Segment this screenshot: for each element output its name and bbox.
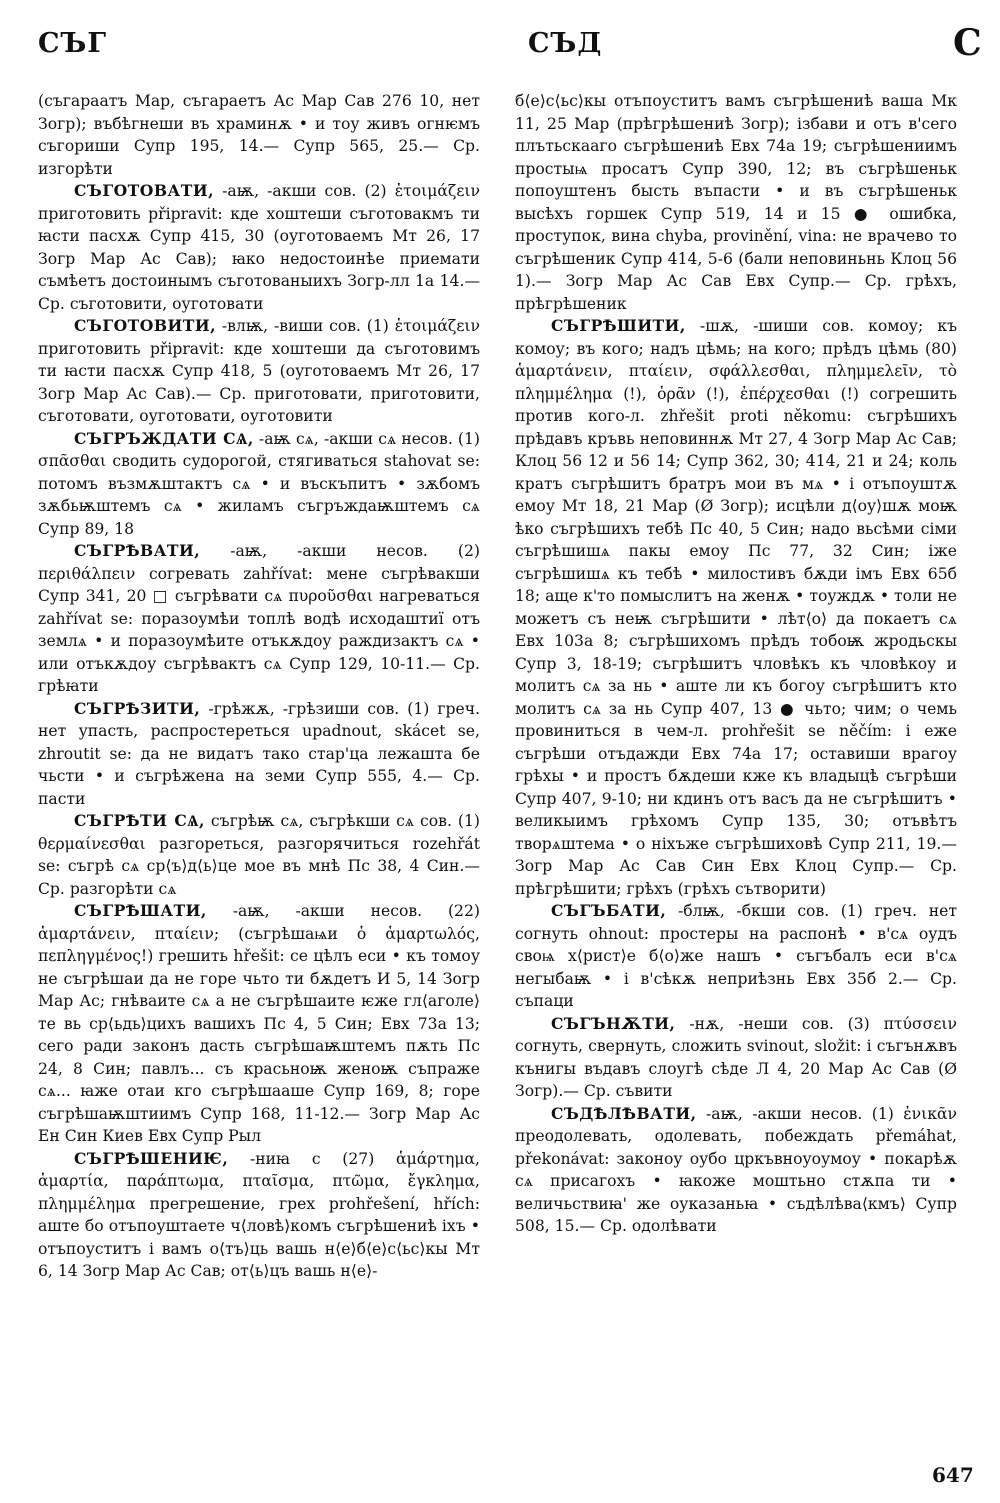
- entry-body: -аѭ, -акши сов. (2) ἑτοιμάζειν приготовить připravit: кде хоштеши съготовакмъ ти ꙗсти пасхѫ Супр 415, 30 (оуготоваемъ Мт 26, 17 Зогр Мар Ас Сав); ꙗко недостоинѣе приемати съмѣетъ достоинымъ съготованыихъ Зогр-лл 1а 14.— Ср. съготовити, оуготовати: [38, 182, 480, 313]
- dictionary-entry: [38, 180, 480, 315]
- entry-headword: СЪГРѢШЕНИѤ,: [74, 1148, 229, 1168]
- entry-headword: СЪГЪБАТИ,: [551, 901, 667, 920]
- right-column: [515, 90, 957, 1238]
- entry-body: -аѭ сѧ, -акши сѧ несов. (1) σπᾶσθαι сводить судорогой, стягиваться stahovat se: потомъ възмѫштактъ сѧ • и въскъпитъ • зѫбомъ зѫбьѭштемъ сѧ • жиламъ съгръждаѭштемъ сѧ Супр 89, 18: [38, 429, 480, 538]
- entry-body: -аѭ, -акши несов. (22) ἁμαρτάνειν, πταίειν; (съгрѣшаѩи ὁ ἁμαρτωλός, πεπληγμένος!) грешить hřešit: се цѣлъ еси • къ томоу не съгрѣшаи да не горе чьто ти бѫдетъ И 5, 14 Зогр Мар Ас; гнѣваите сѧ а не съгрѣшаите ѥже гл⟨аголе⟩те вь ср⟨ьдь⟩цихъ вашихъ Пс 4, 5 Син; Евх 73а 13; сего ради законъ дасть съгрѣшаѭштемъ пѫть Пс 24, 8 Син; павлъ... съ красьноѭ женоѭ съпраже сѧ... ꙗже отаи кго съгрѣшааше Супр 169, 8; горе съгрѣшаѭштиимъ Супр 168, 11-12.— Зогр Мар Ас Ен Син Киев Евх Супр Рыл: [38, 902, 480, 1145]
- dictionary-entry: [38, 428, 480, 541]
- entry-headword: СЪГОТОВАТИ,: [74, 181, 215, 200]
- dictionary-entry: [515, 90, 957, 315]
- entry-headword: СЪГЪНѪТИ,: [551, 1013, 676, 1033]
- entry-body: -шѫ, -шиши сов. комоу; къ комоу; въ кого; надъ цѣмь; на кого; прѣдъ цѣмь (80) ἁμαρτάνειν, πταίειν, σφάλλεσθαι, πλημμελεῖν, τὸ πλημμέλημα (!), ὁρᾶν (!), ἐπέρχεσθαι (!) согрешить против кого-л. zhřešit proti někomu: съгрѣшихъ прѣдавъ кръвь неповиннѫ Мт 27, 4 Зогр Мар Ас Сав; Клоц 56 12 и 56 14; Супр 362, 30; 414, 21 и 24; коль кратъ съгрѣшитъ братръ мои въ мѧ • і отъпоуштѫ емоу Мт 18, 21 Мар (Ø Зогр); исцѣли д⟨оу⟩шѫ моѭ ѣко съгрѣшихъ тебѣ Пс 40, 5 Син; надо вьсѣми сіми съгрѣшишѧ пакы емоу Пс 77, 32 Син; іже съгрѣшишѧ къ тебѣ • милостивъ бѫди імъ Евх 65б 18; аще к'то помыслитъ на женѫ • тоуждѫ • толи не можетъ съ неѭ съгрѣшити • лѣт⟨о⟩ да покаетъ сѧ Евх 103а 8; съгрѣшихомъ прѣдъ тобоѭ жродьскы Супр 3, 18-19; съгрѣшитъ чловѣкъ къ чловѣкоу и молитъ сѧ за нь • аште ли къ богоу съгрѣшитъ кто молитъ сѧ за нь Супр 407, 13 ● чьто; чим; о чемь провиниться в чем-л. prohřešit se něčím: і еже съгрѣши отъдажди Евх 74а 17; оставиши врагоу грѣхы • и простъ бѫдеши кже къ владыцѣ съгрѣши Супр 407, 9-10; ни кдинъ отъ васъ да не съгрѣшитъ • великыимъ грѣхомъ Супр 135, 30; отъвѣтъ творѧштема • о ніхъже съгрѣшиховѣ Супр 211, 19.— Зогр Мар Ас Сав Син Евх Клоц Супр.— Ср. прѣгрѣшити; грѣхъ (грѣхъ сътворити): [515, 317, 957, 898]
- dictionary-entry: [515, 315, 957, 900]
- dictionary-entry: [515, 1103, 957, 1238]
- entry-headword: СЪГРЪЖДАТИ СѦ,: [74, 428, 254, 448]
- entry-body: -аѭ, -акши несов. (1) ἐνικᾶν преодолевать, одолевать, побеждать přemáhat, překonávat: законоу оубо цркъвноуоумоу • покарѣѫ сѧ присагохъ • ꙗкоже моштьно стѫпа ти • величьствиꙗ' же оуказаньꙗ • съдѣлѣва⟨кмъ⟩ Супр 508, 15.— Ср. одолѣвати: [515, 1104, 957, 1235]
- entry-headword: СЪГРѢВАТИ,: [74, 541, 201, 560]
- dictionary-entry: [38, 1148, 480, 1283]
- dictionary-entry: [38, 900, 480, 1148]
- dictionary-entry: [38, 810, 480, 900]
- entry-body: -ниꙗ с (27) ἁμάρτημα, ἁμαρτία, παράπτωμα, πταῖσμα, πτῶμα, ἔγκλημα, πλημμέλημα прегрешение, грех prohřešení, hřích: аште бо отъпоуштаете ч⟨ловѣ⟩комъ съгрѣшениѣ іхъ • отъпоуститъ і вамъ о⟨тъ⟩ць вашь н⟨е⟩б⟨е⟩с⟨ьс⟩кы Мт 6, 14 Зогр Мар Ас Сав; от⟨ь⟩цъ вашь н⟨е⟩-: [38, 1149, 480, 1280]
- entry-headword: СЪДѢЛѢВАТИ,: [551, 1103, 697, 1123]
- entry-headword: СЪГОТОВИТИ,: [74, 316, 217, 335]
- entry-headword: СЪГРѢЗИТИ,: [74, 698, 201, 718]
- entry-body: (съгараатъ Мар, съгараетъ Ас Мар Сав 276 10, нет Зогр); въбѣгнеши въ храминѫ • и тоу живъ огнѥмъ съгориши Супр 195, 14.— Супр 565, 25.— Ср. изгорѣти: [38, 92, 480, 178]
- page-number: 647: [932, 1463, 974, 1487]
- header-left-guideword: СЪГ: [38, 28, 107, 59]
- entry-body: -аѭ, -акши несов. (2) περιθάλπειν согревать zahřívat: мене съгрѣвакши Супр 341, 20 □ съгрѣвати сѧ πυροῦσθαι нагреваться zahřívat se: поразоумѣи топлѣ водѣ исходаштиї отъ землѧ • и поразоумѣите отъкѫдоу раждизактъ сѧ • или отъкѫдоу съгрѣвактъ сѧ Супр 129, 10-11.— Ср. грѣꙗти: [38, 542, 480, 695]
- header-center-guideword: СЪД: [528, 28, 603, 59]
- left-column: [38, 90, 480, 1283]
- entry-body: б⟨е⟩с⟨ьс⟩кы отъпоуститъ вамъ съгрѣшениѣ ваша Мк 11, 25 Мар (прѣгрѣшениѣ Зогр); ізбави и отъ в'сего плътьскааго съгрѣшениѣ Евх 74а 19; съгрѣшениимъ простыѩ просатъ Супр 390, 12; въ съгрѣшеньк попоуштенъ бысть въпасти • и въ съгрѣшеньк высѣхъ горшек Супр 519, 14 и 15 ● ошибка, проступок, вина chyba, provinění, vina: не врачево то съгрѣшеник Супр 414, 5-6 (бали неповиньнь Клоц 56 1).— Зогр Мар Ас Сав Евх Супр.— Ср. грѣхъ, прѣгрѣшеник: [515, 92, 957, 313]
- dictionary-entry: [38, 540, 480, 698]
- dictionary-entry: [515, 1013, 957, 1103]
- entry-body: -влѭ, -виши сов. (1) ἑτοιμάζειν приготовить připravit: кде хоштеши да съготовимъ ти ꙗсти пасхѫ Супр 418, 5 (оуготоваемъ Мт 26, 17 Зогр Мар Ас Сав).— Ср. приготовати, приготовити, съготовати, оуготовати, оуготовити: [38, 317, 480, 425]
- dictionary-entry: [38, 698, 480, 811]
- entry-body: съгрѣѭ сѧ, съгрѣкши сѧ сов. (1) θερμαίνεσθαι разгореться, разгорячиться rozehřát se: съгрѣ сѧ ср⟨ъ⟩д⟨ь⟩це мое въ мнѣ Пс 38, 4 Син.— Ср. разгорѣти сѧ: [38, 812, 480, 898]
- dictionary-entry: [38, 90, 480, 180]
- entry-body: -блѭ, -бкши сов. (1) греч. нет согнуть ohnout: простеры на распонѣ • в'сѧ оудъ своѩ х⟨рист⟩е б⟨о⟩же нашъ • съгъбалъ еси в'сѧ негыбаѭ • і в'сѣкѫ неприѣзнь Евх 35б 2.— Ср. съпаци: [515, 902, 957, 1010]
- dictionary-entry: [515, 900, 957, 1013]
- entry-body: -грѣжѫ, -грѣзиши сов. (1) греч. нет упасть, распростереться upadnout, skácet se, zhroutit se: да не видатъ тако стар'ца лежашта бе чьсти • и съгрѣжена на земи Супр 555, 4.— Ср. пасти: [38, 699, 480, 808]
- entry-headword: СЪГРѢТИ СѦ,: [74, 811, 205, 830]
- entry-headword: СЪГРѢШАТИ,: [74, 901, 207, 920]
- dictionary-entry: [38, 315, 480, 428]
- entry-headword: СЪГРѢШИТИ,: [551, 316, 686, 335]
- entry-body: -нѫ, -неши сов. (3) πτύσσειν согнуть, свернуть, сложить svinout, složit: і съгънѫвъ кънигы въдавъ слоугѣ сѣде Л 4, 20 Мар Ас Сав (Ø Зогр).— Ср. съвити: [515, 1014, 957, 1100]
- page-header: [0, 0, 1000, 80]
- header-section-letter: С: [953, 22, 983, 64]
